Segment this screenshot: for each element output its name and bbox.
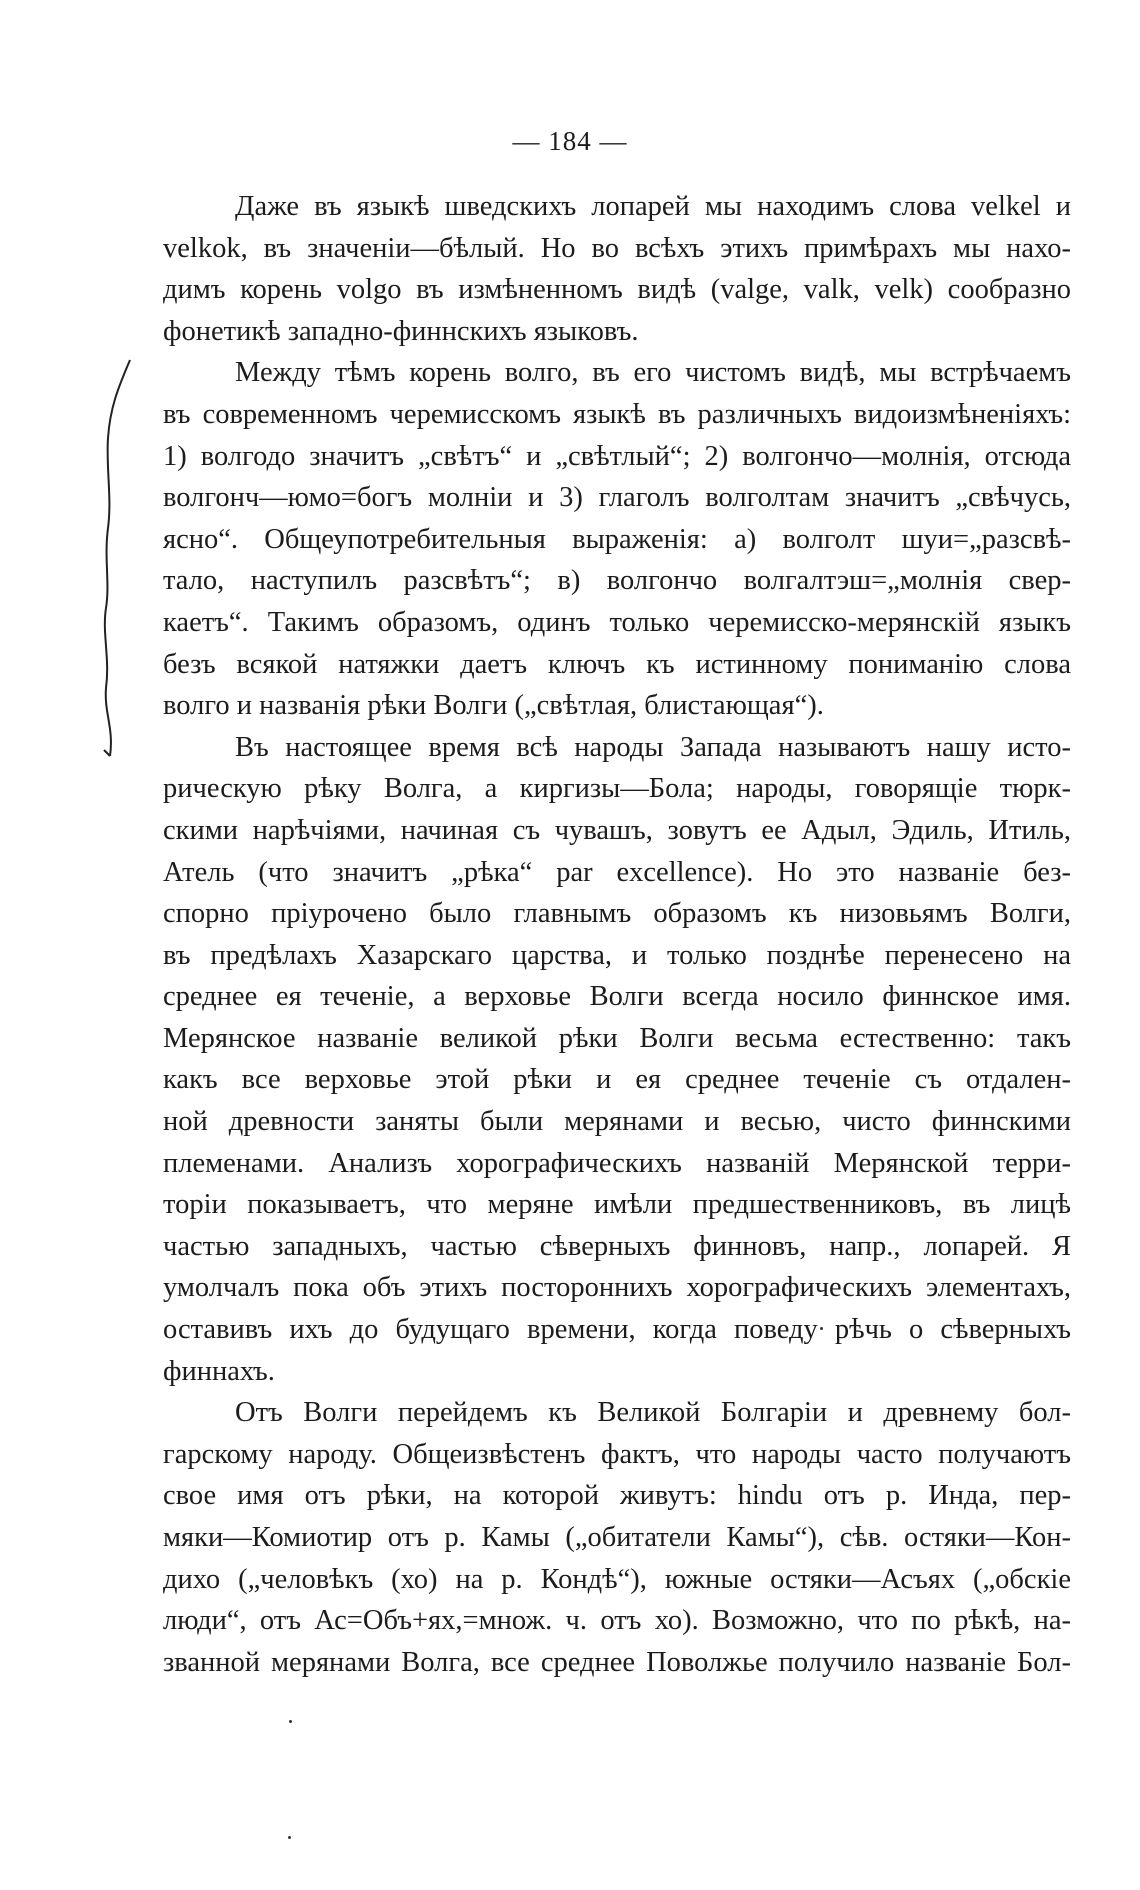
text-line: мяки—Комиотир отъ р. Камы („обитатели Камы“), сѣв. остяки—Кон- bbox=[163, 1522, 1071, 1553]
paragraph bbox=[163, 727, 1071, 1393]
ink-speck bbox=[288, 1836, 291, 1839]
text-line: въ предѣлахъ Хазарскаго царства, и только позднѣе перенесено на bbox=[163, 939, 1071, 971]
text-line: въ современномъ черемисскомъ языкѣ въ различныхъ видоизмѣненіяхъ: bbox=[163, 398, 1071, 430]
text-line: рическую рѣку Волга, а киргизы—Бола; народы, говорящіе тюрк- bbox=[163, 773, 1071, 805]
text-line: люди“, отъ Ас=Объ+ях,=множ. ч. отъ хо). Возможно, что по рѣкѣ, на- bbox=[163, 1605, 1071, 1637]
text-line: димъ корень volgo въ измѣненномъ видѣ (valge, valk, velk) сообразно bbox=[163, 274, 1071, 306]
text-line: свое имя отъ рѣки, на которой живутъ: hindu отъ р. Инда, пер- bbox=[163, 1480, 1071, 1512]
text-line: фонетикѣ западно-финнскихъ языковъ. bbox=[163, 315, 639, 347]
page-number: — 184 — bbox=[512, 126, 628, 156]
text-line: дихо („человѣкъ (хо) на р. Кондѣ“), южные остяки—Асъях („обскіе bbox=[163, 1563, 1071, 1595]
text-line: гарскому народу. Общеизвѣстенъ фактъ, что народы часто получаютъ bbox=[163, 1438, 1071, 1470]
text-line: умолчалъ пока объ этихъ постороннихъ хорографическихъ элементахъ, bbox=[163, 1272, 1071, 1304]
text-line: волго и названія рѣки Волги („свѣтлая, блистающая“). bbox=[163, 690, 824, 722]
paragraph bbox=[163, 352, 1071, 726]
text-line: ной древности заняты были мерянами и весью, чисто финнскими bbox=[163, 1106, 1071, 1138]
text-line: скими нарѣчіями, начиная съ чувашъ, зовутъ ее Адыл, Эдиль, Итиль, bbox=[163, 814, 1071, 846]
text-line: оставивъ ихъ до будущаго времени, когда поведу рѣчь о сѣверныхъ bbox=[163, 1314, 1071, 1346]
text-line: каетъ“. Такимъ образомъ, одинъ только черемисско-мерянскій языкъ bbox=[163, 606, 1071, 638]
paragraph bbox=[163, 1392, 1071, 1683]
text-line: тало, наступилъ разсвѣтъ“; в) волгончо волгалтэш=„молнія свер- bbox=[163, 565, 1071, 597]
text-line: частью западныхъ, частью сѣверныхъ финновъ, напр., лопарей. Я bbox=[163, 1230, 1071, 1262]
text-line: 1) волгодо значитъ „свѣтъ“ и „свѣтлый“; 2) волгончо—молнія, отсюда bbox=[163, 440, 1071, 472]
text-line: какъ все верховье этой рѣки и ея среднее теченіе съ отдален- bbox=[163, 1064, 1071, 1096]
text-line: волгонч—юмо=богъ молніи и 3) глаголъ волголтам значитъ „свѣчусь, bbox=[163, 482, 1071, 514]
text-line: Отъ Волги перейдемъ къ Великой Болгаріи и древнему бол- bbox=[235, 1397, 1071, 1429]
text-line: velkok, въ значеніи—бѣлый. Но во всѣхъ этихъ примѣрахъ мы нахо- bbox=[163, 232, 1071, 264]
text-line: ясно“. Общеупотребительныя выраженія: a) волголт шуи=„разсвѣ- bbox=[163, 523, 1071, 555]
text-line: среднее ея теченіе, а верховье Волги всегда носило финнское имя. bbox=[163, 981, 1071, 1013]
text-line: племенами. Анализъ хорографическихъ названій Мерянской терри- bbox=[163, 1147, 1071, 1179]
margin-bracket-mark bbox=[100, 358, 150, 758]
text-line: безъ всякой натяжки даетъ ключъ къ истинному пониманію слова bbox=[163, 648, 1071, 680]
text-line: Въ настоящее время всѣ народы Запада называютъ нашу исто- bbox=[235, 731, 1071, 763]
body-text bbox=[163, 186, 1071, 1683]
text-line: торіи показываетъ, что меряне имѣли предшественниковъ, въ лицѣ bbox=[163, 1189, 1071, 1221]
paragraph bbox=[163, 186, 1071, 352]
text-line: званной мерянами Волга, все среднее Поволжье получило названіе Бол- bbox=[163, 1646, 1071, 1678]
text-line: спорно пріурочено было главнымъ образомъ къ низовьямъ Волги, bbox=[163, 898, 1071, 930]
text-line: Мерянское названіе великой рѣки Волги весьма естественно: такъ bbox=[163, 1022, 1071, 1054]
ink-speck bbox=[289, 1720, 292, 1723]
text-line: Даже въ языкѣ шведскихъ лопарей мы находимъ слова velkel и bbox=[235, 191, 1071, 222]
text-line: финнахъ. bbox=[163, 1355, 275, 1387]
text-line: Атель (что значитъ „рѣка“ par excellence). Но это названіе без- bbox=[163, 856, 1071, 888]
text-line: Между тѣмъ корень волго, въ его чистомъ видѣ, мы встрѣчаемъ bbox=[235, 357, 1071, 389]
